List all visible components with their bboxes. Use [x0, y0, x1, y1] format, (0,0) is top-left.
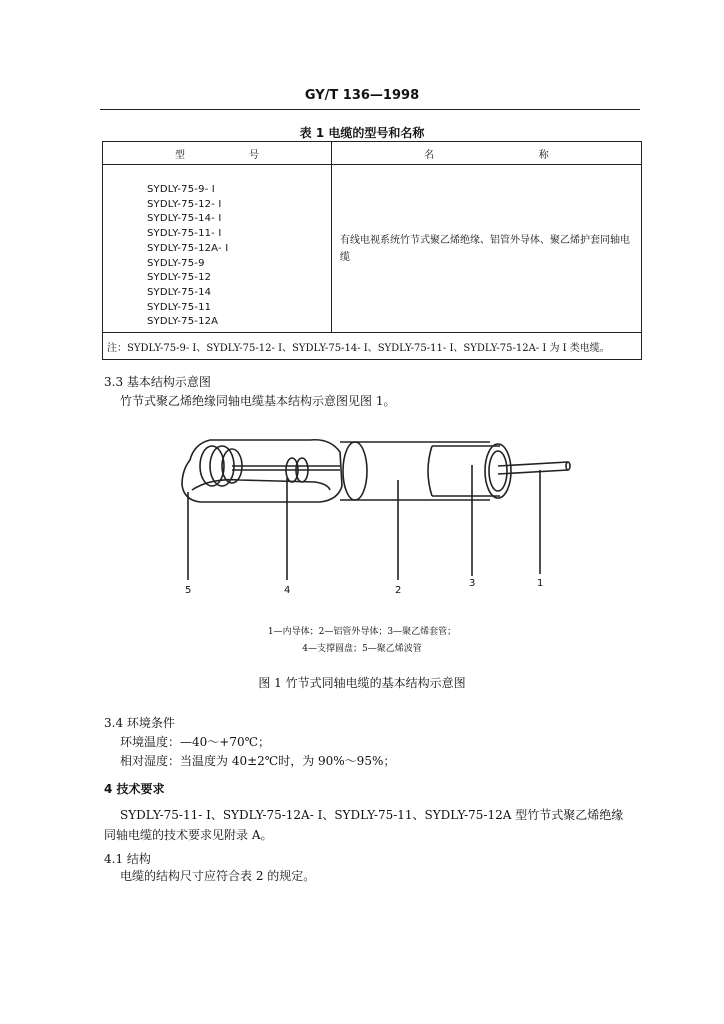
name-header-char-1: 名: [424, 149, 435, 161]
section-4-title: 4 技术要求: [104, 782, 165, 796]
figure-legend-line-2: 4—支撑圆盘；5—聚乙烯波管: [302, 644, 422, 654]
cable-model-table: [102, 141, 642, 360]
figure-label-4: 4: [284, 585, 291, 596]
model-item: SYDLY-75-11: [147, 301, 212, 313]
model-item: SYDLY-75-11- Ⅰ: [147, 228, 222, 240]
pe-sleeve-edge: [428, 446, 432, 496]
figure-label-3: 3: [469, 578, 476, 589]
figure-label-2: 2: [395, 585, 402, 596]
inner-conductor-tip: [566, 462, 570, 470]
model-header-char-1: 型: [175, 149, 185, 161]
table-note: 注：SYDLY-75-9- Ⅰ、SYDLY-75-12- Ⅰ、SYDLY-75-14- Ⅰ、SYDLY-75-11- Ⅰ、SYDLY-75-12A- Ⅰ 为 Ⅰ 类电缆。: [103, 333, 642, 360]
section-4-1-title: 4.1 结构: [104, 852, 151, 866]
table-caption: 表 1 电缆的型号和名称: [299, 126, 425, 140]
model-item: SYDLY-75-12- Ⅰ: [147, 198, 222, 210]
tube-end-inner: [489, 451, 507, 491]
model-header-char-2: 号: [249, 149, 259, 161]
section-3-3-title: 3.3 基本结构示意图: [104, 375, 211, 389]
section-3-3-text: 竹节式聚乙烯绝缘同轴电缆基本结构示意图见图 1。: [120, 394, 396, 408]
header-rule: [100, 109, 640, 110]
model-item: SYDLY-75-9- Ⅰ: [147, 184, 215, 195]
model-list-cell: [103, 165, 332, 333]
model-item: SYDLY-75-9: [147, 257, 205, 269]
model-item: SYDLY-75-12A- Ⅰ: [147, 242, 229, 254]
section-4-text-line-1: SYDLY-75-11- Ⅰ、SYDLY-75-12A- Ⅰ、SYDLY-75-11、SYDLY-75-12A 型竹节式聚乙烯绝缘: [120, 808, 624, 822]
relative-humidity: 相对湿度：当温度为 40±2℃时，为 90%～95%；: [120, 754, 396, 768]
cable-name-cell: 有线电视系统竹节式聚乙烯绝缘、铝管外导体、聚乙烯护套同轴电缆: [332, 165, 642, 333]
name-column-header: [332, 142, 642, 165]
support-disc-shape: [200, 446, 224, 486]
corrugated-jacket-inner: [192, 480, 330, 490]
name-header-char-2: 称: [538, 149, 549, 161]
model-column-header: [103, 142, 332, 165]
section-3-4-title: 3.4 环境条件: [104, 716, 175, 730]
model-item: SYDLY-75-14: [147, 286, 212, 298]
section-4-1-text: 电缆的结构尺寸应符合表 2 的规定。: [120, 869, 316, 883]
model-item: SYDLY-75-12: [147, 272, 212, 284]
aluminum-tube-shape: [340, 442, 490, 500]
model-item: SYDLY-75-14- Ⅰ: [147, 213, 222, 225]
standard-number: GY/T 136—1998: [304, 88, 420, 103]
model-item: SYDLY-75-12A: [147, 316, 219, 328]
figure-caption: 图 1 竹节式同轴电缆的基本结构示意图: [258, 676, 466, 690]
section-4-text-line-2: 同轴电缆的技术要求见附录 A。: [104, 828, 273, 842]
figure-legend-line-1: 1—内导体；2—铝管外导体；3—聚乙烯套管；: [267, 627, 457, 637]
inner-conductor-shape: [498, 462, 568, 474]
tube-start-ellipse: [343, 442, 367, 500]
environment-temperature: 环境温度：—40～+70℃；: [120, 735, 271, 749]
cable-structure-diagram: [170, 430, 590, 600]
figure-label-5: 5: [185, 585, 192, 596]
figure-label-1: 1: [537, 578, 544, 589]
